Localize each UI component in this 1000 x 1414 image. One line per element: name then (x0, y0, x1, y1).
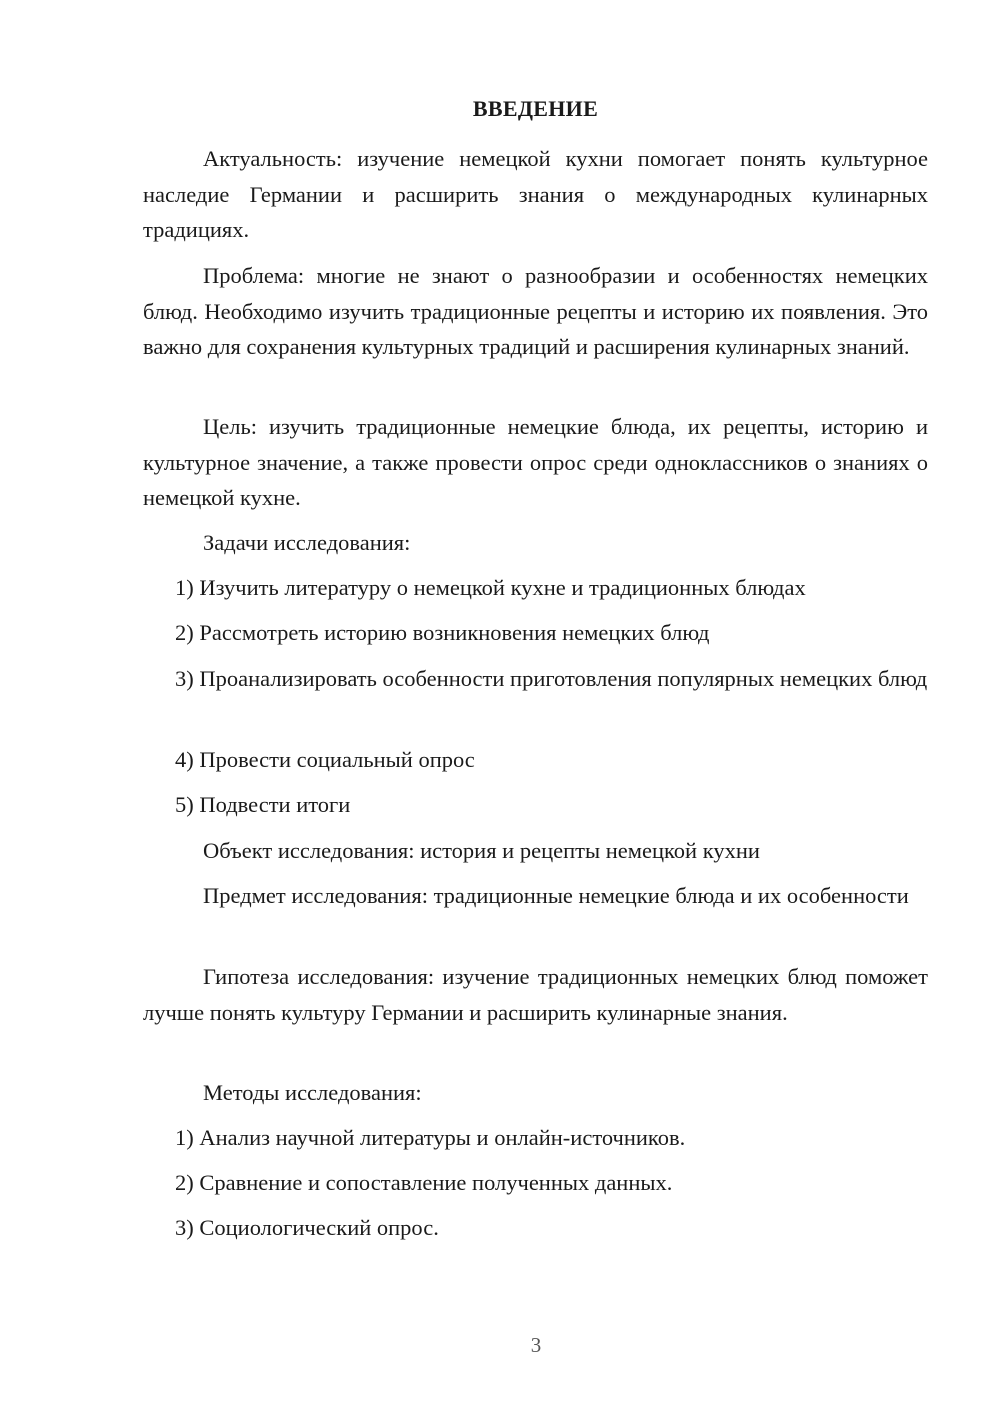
tasks-heading: Задачи исследования: (203, 530, 411, 555)
research-subject: Предмет исследования: традиционные немецкие блюда и их особенности (203, 883, 909, 908)
task-item: 5) Подвести итоги (175, 792, 351, 817)
task-item: 1) Изучить литературу о немецкой кухне и традиционных блюдах (175, 575, 806, 600)
section-title: ВВЕДЕНИЕ (472, 96, 599, 121)
task-item: 4) Провести социальный опрос (175, 747, 475, 772)
method-item: 1) Анализ научной литературы и онлайн-источников. (175, 1125, 686, 1150)
page-number: 3 (530, 1333, 542, 1357)
method-item: 2) Сравнение и сопоставление полученных данных. (175, 1170, 673, 1195)
task-item: 2) Рассмотреть историю возникновения немецких блюд (175, 620, 710, 645)
research-object: Объект исследования: история и рецепты немецкой кухни (203, 838, 760, 863)
methods-heading: Методы исследования: (203, 1080, 422, 1105)
research-hypothesis: Гипотеза исследования: изучение традиционных немецких блюд поможет лучше понять культуру Германии и расширить кулинарные знания. (143, 964, 928, 1025)
problem-paragraph: Проблема: многие не знают о разнообразии и особенностях немецких блюд. Необходимо изучить традиционные рецепты и историю их появления. Это важно для сохранения культурных традиций и расширения кулинарных знаний. (143, 263, 928, 359)
goal-paragraph: Цель: изучить традиционные немецкие блюда, их рецепты, историю и культурное значение, а также провести опрос среди одноклассников о знаниях о немецкой кухне. (143, 414, 928, 510)
relevance-paragraph: Актуальность: изучение немецкой кухни помогает понять культурное наследие Германии и расширить знания о международных кулинарных традициях. (143, 146, 928, 242)
method-item: 3) Социологический опрос. (175, 1215, 439, 1240)
task-item: 3) Проанализировать особенности приготовления популярных немецких блюд (175, 666, 928, 691)
